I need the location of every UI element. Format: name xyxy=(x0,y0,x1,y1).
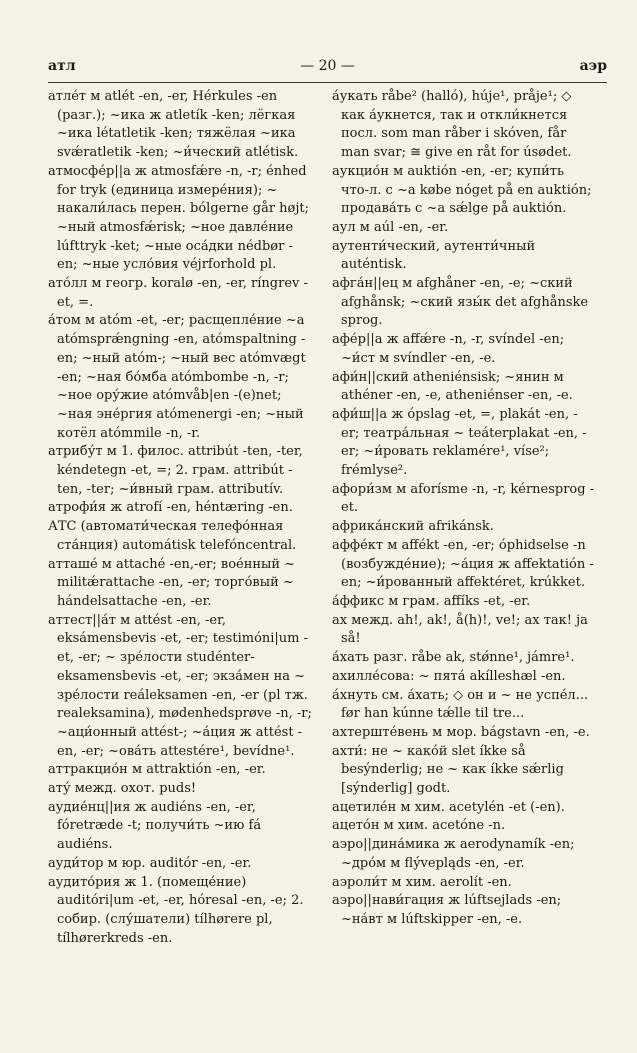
entry: атмосфе́р||а ж atmosfǽre -n, -r; énhed for tryk (единица измере́ния); ~ накали́лась перен. bólgerne går højt; ~ный atmosfǽrisk; ~ное давле́ние lúfttryk -ket; ~ные оса́дки nédbør -en; ~ные усло́вия véjrforhold pl. xyxy=(48,163,310,273)
entry: а́том м atóm -et, -er; расщепле́ние ~а atómsprǽngning -en, atómspaltning -en; ~ный atóm-; ~ный вес atómvægt -en; ~ная бо́мба atómbombe -n, -r; ~ное ору́жие atómvåb|en -(e)net; ~ная эне́ргия atómenergi -en; ~ный котёл atómmile -n, -r. xyxy=(48,313,306,441)
entry: ахти́: не ~ како́й slet íkke så besýnderlig; не ~ как íkke sǽrlig [sýnderlig] godt. xyxy=(332,743,564,797)
entry: атле́т м atlét -en, -er, Hérkules -en (разг.); ~ика ж atletík -ken; лёгкая ~ика létatletik -ken; тяжёлая ~ика svǽratletik -ken; ~и́ческий atlétisk. xyxy=(48,89,299,161)
entry: аудие́нц||ия ж audiéns -en, -er, fóretræde -t; получи́ть ~ию fá audiéns. xyxy=(48,799,262,853)
entry: афи́н||ский atheniénsisk; ~янин м athéner -en, -e, atheniénser -en, -e. xyxy=(332,369,573,404)
entry: аттест||а́т м attést -en, -er, eksámensbevis -et, -er; testimóni|um -et, -er; ~ зре́лости studénter-eksamensbevis -et, -er; экза́мен на ~ зре́лости reáleksamen -en, -er (pl тж. realeksamina), mødenhedsprøve -n, -r; ~аци́онный attést-; ~а́ция ж attést -en, -er; ~ова́ть attestére¹, bevídne¹. xyxy=(48,612,312,759)
entry: аэро||дина́мика ж aerodynamík -en; ~дро́м м flývepląds -en, -er. xyxy=(332,837,575,871)
entry: атташе́ м attaché -en,-er; вое́нный ~ militǽrattache -en, -er; торго́вый ~ hándelsattache -en, -er. xyxy=(48,556,296,609)
entry: ахилле́сова: ~ пята́ akílleshæl -en. xyxy=(332,668,566,684)
entry: аул м aúl -en, -er. xyxy=(332,219,449,235)
entry: ауди́тор м юр. auditór -en, -er. xyxy=(48,855,252,871)
entry: аукцио́н м auktión -en, -er; купи́ть что-л. с ~а købe nóget på en auktión; продава́ть с ~а sǽlge på auktión. xyxy=(332,163,592,217)
entry: а́укать råbe² (halló), húje¹, pråje¹; ◇ как а́укнется, так и откли́кнется посл. som man råber i skóven, får man svar; ≅ give en råt for úsødet. xyxy=(332,89,572,161)
entry: ах межд. ah!, ak!, å(h)!, ve!; ах так! ja så! xyxy=(332,612,588,647)
entry: ацето́н м хим. acetóne -n. xyxy=(332,818,506,834)
entry: а́хнуть см. а́хать; ◇ он и ~ не успе́л... før han kúnne tǽlle til tre... xyxy=(332,687,589,722)
entry: афе́р||а ж affǽre -n, -r, svíndel -en; ~и́ст м svíndler -en, -e. xyxy=(332,332,565,366)
running-header xyxy=(48,58,607,80)
entry: а́хать разг. råbe ak, stǿnne¹, jámre¹. xyxy=(332,650,575,666)
entry: АТС (автомати́ческая телефо́нная ста́нция) automátisk telefóncentral. xyxy=(48,519,297,553)
page-number: — 20 — xyxy=(300,58,355,74)
entry: атрофи́я ж atrofí -en, héntæring -en. xyxy=(48,500,293,516)
entry: ацетиле́н м хим. acetylén -et (-en). xyxy=(332,799,565,815)
right-column xyxy=(332,88,595,930)
entry: афори́зм м aforísme -n, -r, kérnesprog -et. xyxy=(332,481,595,516)
entry: аэроли́т м хим. aerolít -en. xyxy=(332,874,512,890)
header-right-guide: аэр xyxy=(579,58,607,74)
entry: атрибу́т м 1. филос. attribút -ten, -ter, kéndetegn -et, =; 2. грам. attribút -ten, -ter; ~и́вный грам. attributív. xyxy=(48,444,303,497)
header-left-guide: атл xyxy=(48,58,76,74)
entry: ахтерште́вень м мор. bágstavn -en, -e. xyxy=(332,724,590,740)
entry: аудито́рия ж 1. (помеще́ние) auditóri|um -et, -er, hóresal -en, -e; 2. собир. (слу́шатели) tílhørere pl, tílhørerkreds -en. xyxy=(48,874,304,946)
entry: африка́нский afrikánsk. xyxy=(332,519,494,535)
entry: а́ффикс м грам. affíks -et, -er. xyxy=(332,593,531,609)
left-column xyxy=(48,88,313,948)
entry: ато́лл м геогр. koralø -en, -er, ríngrev -et, =. xyxy=(48,276,308,310)
entry: афи́ш||а ж ópslag -et, =, plakát -en, -er; театра́льная ~ teáterplakat -en, -er; ~и́ровать reklamére¹, víse²; frémlyse². xyxy=(332,406,587,479)
entry: ату́ межд. охот. puds! xyxy=(48,781,197,797)
entry: аффе́кт м affékt -en, -er; óphidselse -n (возбужде́ние); ~а́ция ж affektatión -en; ~и́рованный affektéret, krúkket. xyxy=(332,537,594,591)
entry: аутенти́ческий, аутенти́чный auténtisk. xyxy=(332,238,536,273)
entry: аэро||нави́гация ж lúftsejlads -en; ~на́вт м lúftskipper -en, -e. xyxy=(332,893,562,927)
header-rule xyxy=(48,82,607,83)
entry: аттракцио́н м attraktión -en, -er. xyxy=(48,762,266,778)
entry: афга́н||ец м afghåner -en, -e; ~ский afghånsk; ~ский язы́к det afghånske sprog. xyxy=(332,276,589,329)
